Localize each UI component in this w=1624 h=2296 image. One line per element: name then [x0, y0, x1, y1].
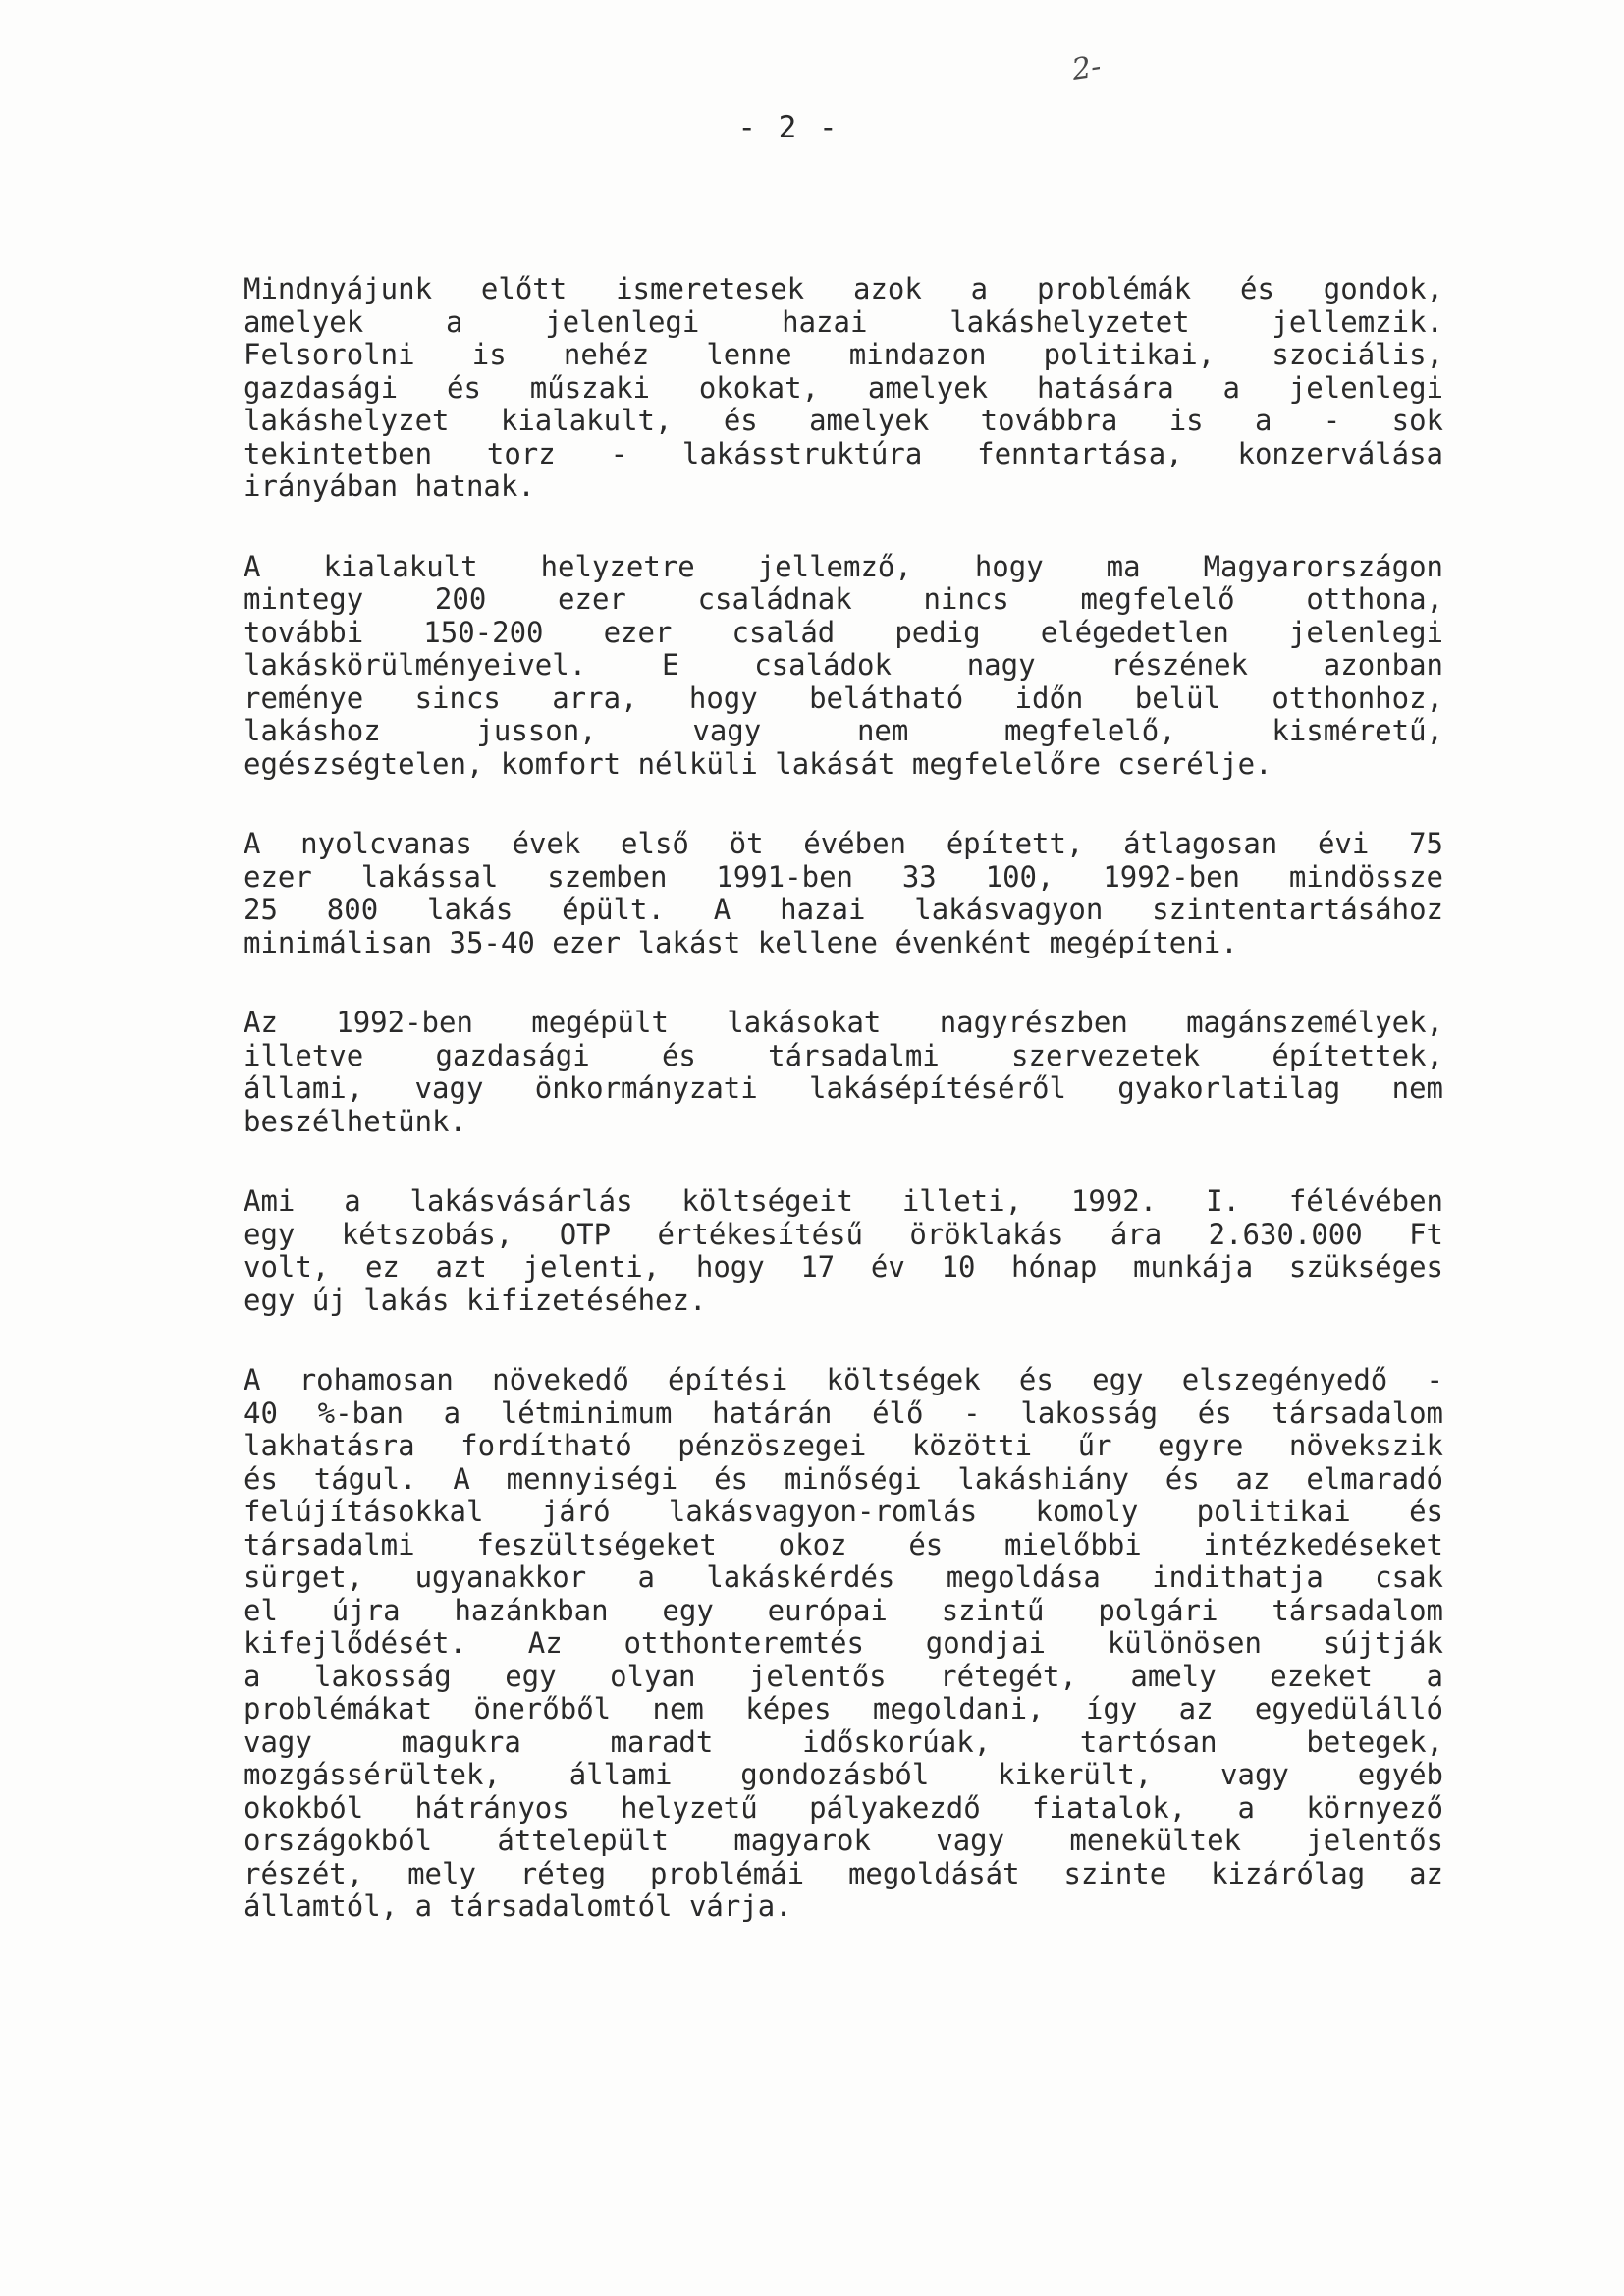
text-line: irányában hatnak.: [244, 470, 535, 503]
text-line: Mindnyájunk előtt ismeretesek azok a problémák és gondok,: [244, 273, 1443, 305]
text-line: állami, vagy önkormányzati lakásépítéséről gyakorlatilag nem: [244, 1072, 1443, 1105]
text-line: Ami a lakásvásárlás költségeit illeti, 1992. I. félévében: [244, 1185, 1443, 1218]
text-line: gazdasági és műszaki okokat, amelyek hatására a jelenlegi: [244, 371, 1443, 405]
handwritten-page-mark: 2-: [1069, 49, 1104, 87]
text-line: lakáshoz jusson, vagy nem megfelelő, kisméretű,: [244, 715, 1443, 747]
text-line: sürget, ugyanakkor a lakáskérdés megoldása indithatja csak: [244, 1561, 1443, 1594]
text-line: A rohamosan növekedő építési költségek és egy elszegényedő -: [244, 1364, 1443, 1396]
text-line: beszélhetünk.: [244, 1105, 466, 1138]
page-number: - 2 -: [737, 110, 839, 145]
text-line: államtól, a társadalomtól várja.: [244, 1890, 792, 1923]
text-line: reménye sincs arra, hogy belátható időn belül otthonhoz,: [244, 682, 1443, 715]
paragraph: [244, 1364, 1443, 1924]
text-line: további 150-200 ezer család pedig elégedetlen jelenlegi: [244, 616, 1443, 649]
paragraph: [244, 273, 1443, 504]
text-line: problémákat önerőből nem képes megoldani, így az egyedülálló: [244, 1693, 1443, 1725]
text-line: vagy magukra maradt időskorúak, tartósan betegek,: [244, 1725, 1443, 1759]
text-line: és tágul. A mennyiségi és minőségi lakáshiány és az elmaradó: [244, 1462, 1443, 1496]
body-text: [244, 273, 1443, 1971]
text-line: volt, ez azt jelenti, hogy 17 év 10 hónap munkája szükséges: [244, 1251, 1443, 1284]
paragraph: [244, 1185, 1443, 1317]
text-line: tekintetben torz - lakásstruktúra fenntartása, konzerválása: [244, 437, 1443, 470]
text-line: kifejlődését. Az otthonteremtés gondjai különösen sújtják: [244, 1627, 1443, 1660]
text-line: A nyolcvanas évek első öt évében épített, átlagosan évi 75: [244, 828, 1443, 860]
text-line: amelyek a jelenlegi hazai lakáshelyzetet jellemzik.: [244, 305, 1443, 339]
text-line: lakáskörülményeivel. E családok nagy részének azonban: [244, 649, 1443, 682]
text-line: ezer lakással szemben 1991-ben 33 100, 1992-ben mindössze: [244, 860, 1443, 894]
text-line: lakáshelyzet kialakult, és amelyek továbbra is a - sok: [244, 405, 1443, 437]
text-line: egy kétszobás, OTP értékesítésű öröklakás ára 2.630.000 Ft: [244, 1218, 1443, 1251]
text-line: illetve gazdasági és társadalmi szervezetek építettek,: [244, 1039, 1443, 1072]
paragraph: [244, 551, 1443, 782]
paragraph: [244, 1007, 1443, 1138]
text-line: okokból hátrányos helyzetű pályakezdő fiatalok, a környező: [244, 1791, 1443, 1825]
text-line: Felsorolni is nehéz lenne mindazon politikai, szociális,: [244, 339, 1443, 371]
text-line: egy új lakás kifizetéséhez.: [244, 1284, 707, 1317]
text-line: 25 800 lakás épült. A hazai lakásvagyon szintentartásához: [244, 894, 1443, 926]
text-line: lakhatásra fordítható pénzöszegei közötti űr egyre növekszik: [244, 1430, 1443, 1462]
text-line: A kialakult helyzetre jellemző, hogy ma Magyarországon: [244, 550, 1443, 583]
text-line: társadalmi feszültségeket okoz és mielőbbi intézkedéseket: [244, 1528, 1443, 1561]
text-line: felújításokkal járó lakásvagyon-romlás komoly politikai és: [244, 1496, 1443, 1528]
text-line: részét, mely réteg problémái megoldását szinte kizárólag az: [244, 1857, 1443, 1890]
text-line: mintegy 200 ezer családnak nincs megfelelő otthona,: [244, 583, 1443, 616]
text-line: minimálisan 35-40 ezer lakást kellene évenként megépíteni.: [244, 926, 1238, 959]
text-line: a lakosság egy olyan jelentős rétegét, amely ezeket a: [244, 1660, 1443, 1693]
text-line: 40 %-ban a létminimum határán élő - lakosság és társadalom: [244, 1396, 1443, 1430]
text-line: egészségtelen, komfort nélküli lakását megfelelőre cserélje.: [244, 747, 1272, 781]
text-line: országokból áttelepült magyarok vagy menekültek jelentős: [244, 1825, 1443, 1857]
text-line: el újra hazánkban egy európai szintű polgári társadalom: [244, 1594, 1443, 1627]
paragraph: [244, 828, 1443, 959]
text-line: Az 1992-ben megépült lakásokat nagyrészben magánszemélyek,: [244, 1007, 1443, 1039]
text-line: mozgássérültek, állami gondozásból kikerült, vagy egyéb: [244, 1759, 1443, 1791]
